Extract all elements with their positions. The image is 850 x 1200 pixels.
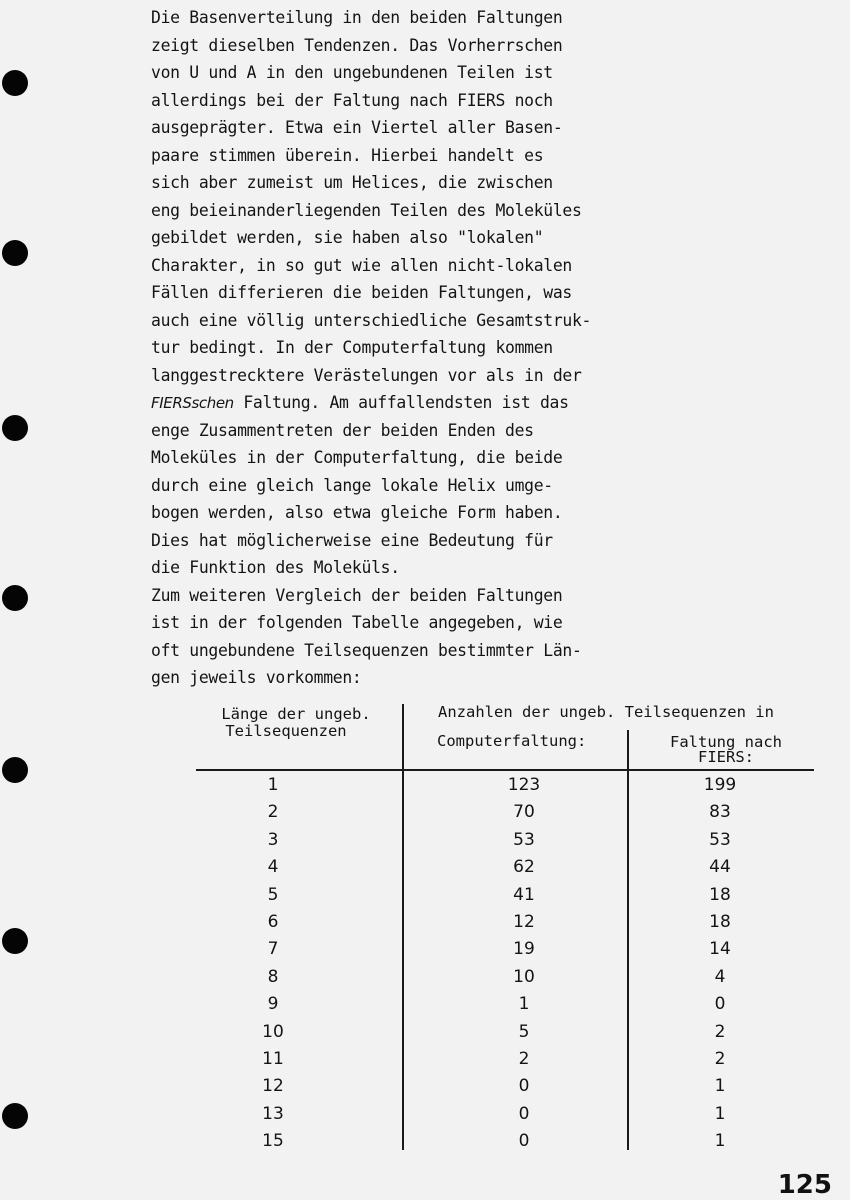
cell-computer: 123 [507, 775, 541, 795]
cell-fiers: 83 [709, 802, 731, 823]
text-line: sich aber zumeist um Helices, die zwischen [151, 173, 553, 192]
cell-computer: 62 [513, 857, 535, 878]
cell-computer: 1 [518, 994, 530, 1015]
punch-hole [2, 240, 28, 266]
text-line: ist in der folgenden Tabelle angegeben, wie [151, 613, 563, 632]
cell-fiers: 18 [709, 884, 731, 905]
text-line: oft ungebundene Teilsequenzen bestimmter Län- [151, 640, 582, 660]
frequency-table [0, 700, 850, 1160]
cell-fiers: 53 [709, 829, 731, 850]
header-computer: Computerfaltung: [437, 732, 587, 750]
text-line: langgestrecktere Verästelungen vor als in der [151, 365, 582, 385]
cell-length: 15 [262, 1131, 284, 1152]
text-line: gen jeweils vorkommen: [151, 668, 362, 687]
cell-computer: 0 [518, 1076, 530, 1097]
text-line: eng beieinanderliegenden Teilen des Moleküles [151, 200, 582, 220]
cell-fiers: 2 [714, 1049, 726, 1069]
cell-computer: 12 [513, 912, 535, 932]
cell-length: 7 [267, 939, 279, 960]
header-length-line2: Teilsequenzen [225, 722, 347, 740]
cell-computer: 5 [518, 1021, 530, 1042]
cell-length: 13 [262, 1103, 284, 1124]
cell-fiers: 0 [714, 994, 726, 1015]
header-fiers-line2: FIERS: [698, 748, 754, 766]
punch-hole [2, 70, 28, 96]
page-number: 125 [777, 1170, 832, 1200]
text-line: auch eine völlig unterschiedliche Gesamtstruk- [151, 310, 592, 330]
cell-computer: 53 [513, 829, 535, 850]
text-line: allerdings bei der Faltung nach FIERS noch [151, 90, 553, 110]
text-line: Fällen differieren die beiden Faltungen, was [151, 283, 572, 302]
cell-length: 1 [267, 775, 279, 795]
text-line: paare stimmen überein. Hierbei handelt es [151, 145, 544, 165]
text-line: von U und A in den ungebundenen Teilen ist [151, 63, 553, 82]
cell-fiers: 1 [714, 1131, 726, 1152]
cell-computer: 70 [513, 802, 535, 823]
header-counts: Anzahlen der ungeb. Teilsequenzen in [438, 703, 774, 721]
cell-fiers: 44 [709, 857, 731, 878]
cell-length: 5 [267, 884, 279, 905]
cell-fiers: 18 [709, 912, 731, 932]
cell-fiers: 199 [703, 775, 737, 795]
text-line: enge Zusammentreten der beiden Enden des [151, 420, 534, 440]
text-line: tur bedingt. In der Computerfaltung kommen [151, 338, 553, 357]
text-line: ausgeprägter. Etwa ein Viertel aller Basen- [151, 118, 563, 137]
cell-length: 9 [267, 994, 279, 1015]
text-line: die Funktion des Moleküls. [151, 558, 400, 577]
text-line: gebildet werden, sie haben also "lokalen" [151, 228, 544, 247]
handwritten-insert: FIERSschen [151, 394, 234, 412]
cell-length: 6 [267, 912, 279, 932]
text-line: bogen werden, also etwa gleiche Form haben. [151, 503, 563, 522]
header-rule [196, 769, 814, 771]
cell-length: 10 [262, 1021, 284, 1042]
text-line: Charakter, in so gut wie allen nicht-lokalen [151, 255, 572, 275]
cell-fiers: 1 [714, 1076, 726, 1097]
cell-fiers: 2 [714, 1021, 726, 1042]
column-divider [627, 730, 629, 1150]
text-line-rest: Faltung. Am auffallendsten ist das [233, 393, 569, 412]
cell-fiers: 14 [709, 939, 731, 960]
text-line: durch eine gleich lange lokale Helix umge- [151, 475, 553, 495]
cell-computer: 2 [518, 1049, 530, 1069]
text-line: Moleküles in der Computerfaltung, die beide [151, 448, 563, 467]
body-text [151, 4, 691, 692]
cell-fiers: 4 [714, 966, 726, 987]
cell-length: 4 [267, 857, 279, 878]
text-line: Dies hat möglicherweise eine Bedeutung für [151, 530, 553, 550]
cell-fiers: 1 [714, 1103, 726, 1124]
header-fiers-line1: Faltung nach [670, 733, 782, 751]
text-line: zeigt dieselben Tendenzen. Das Vorherrschen [151, 35, 563, 55]
cell-length: 3 [267, 829, 279, 850]
cell-computer: 19 [513, 939, 535, 960]
cell-length: 2 [267, 802, 279, 823]
cell-length: 11 [262, 1049, 284, 1069]
punch-hole [2, 585, 28, 611]
header-length-line1: Länge der ungeb. [221, 705, 371, 723]
cell-computer: 0 [518, 1131, 530, 1152]
text-line: Zum weiteren Vergleich der beiden Faltungen [151, 585, 563, 605]
cell-computer: 0 [518, 1103, 530, 1124]
cell-length: 12 [262, 1076, 284, 1097]
cell-computer: 41 [513, 884, 535, 905]
text-line-mixed [151, 389, 691, 417]
cell-computer: 10 [513, 966, 535, 987]
punch-hole [2, 415, 28, 441]
cell-length: 8 [267, 966, 279, 987]
text-line: Die Basenverteilung in den beiden Faltungen [151, 8, 563, 27]
